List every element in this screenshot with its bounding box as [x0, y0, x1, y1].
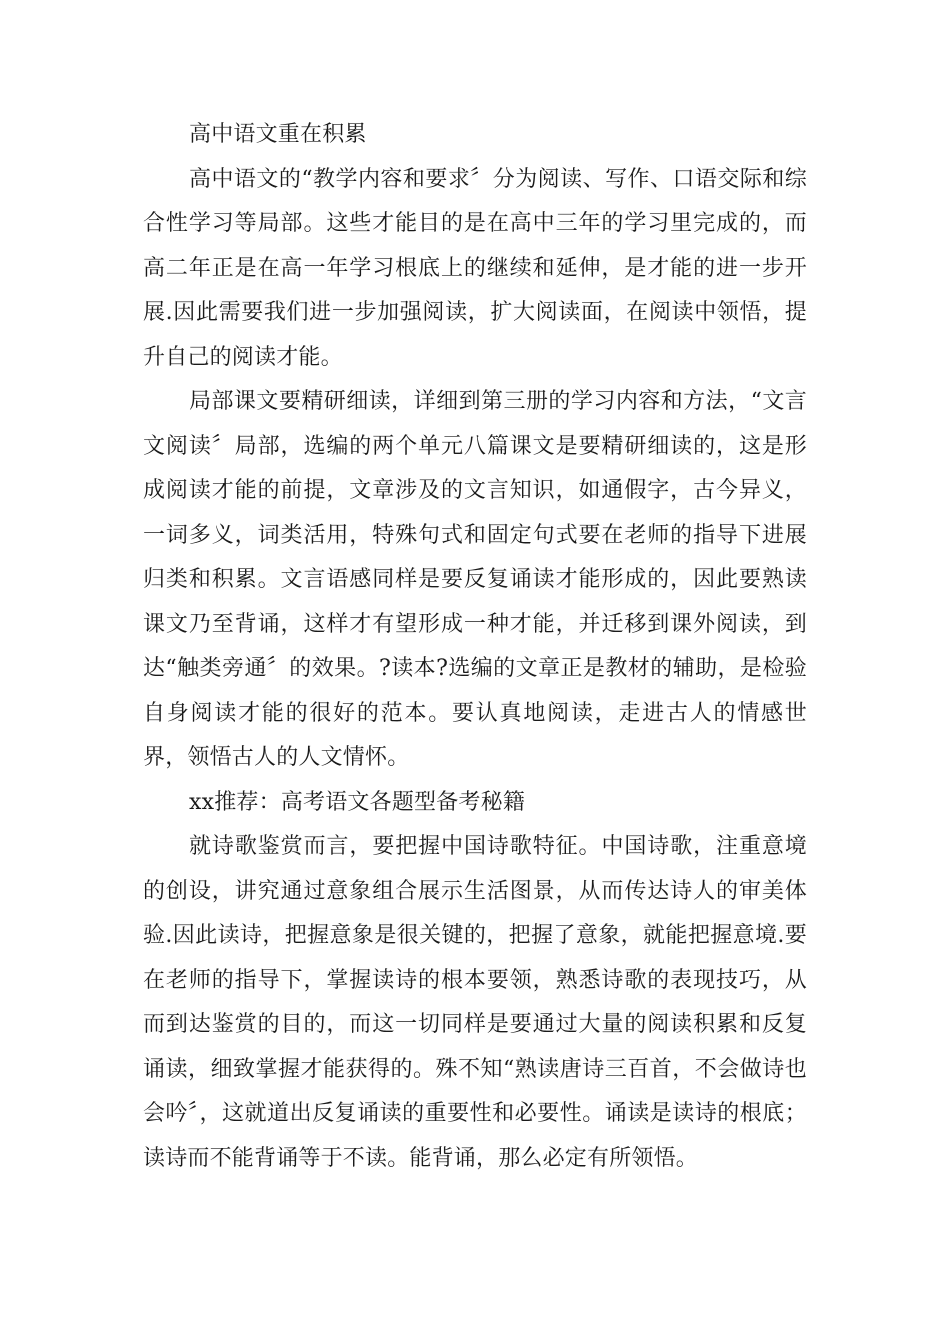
paragraph-reading-goals: 高中语文的“教学内容和要求〞分为阅读、写作、口语交际和综合性学习等局部。这些才能目的是在高中三年的学习里完成的，而高二年正是在高一年学习根底上的继续和延伸，是才能的进一步开展.因此需要我们进一步加强阅读，扩大阅读面，在阅读中领悟，提升自己的阅读才能。 — [143, 166, 807, 370]
paragraph-poetry-appreciation: 就诗歌鉴赏而言，要把握中国诗歌特征。中国诗歌，注重意境的创设，讲究通过意象组合展示生活图景，从而传达诗人的审美体验.因此读诗，把握意象是很关键的，把握了意象，就能把握意境.要在老师的指导下，掌握读诗的根本要领，熟悉诗歌的表现技巧，从而到达鉴赏的目的，而这一切同样是要通过大量的阅读积累和反复诵读，细致掌握才能获得的。殊不知“熟读唐诗三百首，不会做诗也会吟〞，这就道出反复诵读的重要性和必要性。诵读是读诗的根底；读诗而不能背诵等于不读。能背诵，那么必定有所领悟。 — [143, 834, 807, 1171]
paragraph-classical-reading: 局部课文要精研细读，详细到第三册的学习内容和方法，“文言文阅读〞局部，选编的两个单元八篇课文是要精研细读的，这是形成阅读才能的前提，文章涉及的文言知识，如通假字，古今异义，一词多义，词类活用，特殊句式和固定句式要在老师的指导下进展归类和积累。文言语感同样是要反复诵读才能形成的，因此要熟读课文乃至背诵，这样才有望形成一种才能，并迁移到课外阅读，到达“触类旁通〞的效果。?读本?选编的文章正是教材的辅助，是检验自身阅读才能的很好的范本。要认真地阅读，走进古人的情感世界，领悟古人的人文情怀。 — [143, 389, 807, 770]
paragraph-recommendation: xx推荐：高考语文各题型备考秘籍 — [189, 789, 526, 815]
document-body — [143, 113, 807, 1181]
document-title: 高中语文重在积累 — [189, 122, 367, 147]
